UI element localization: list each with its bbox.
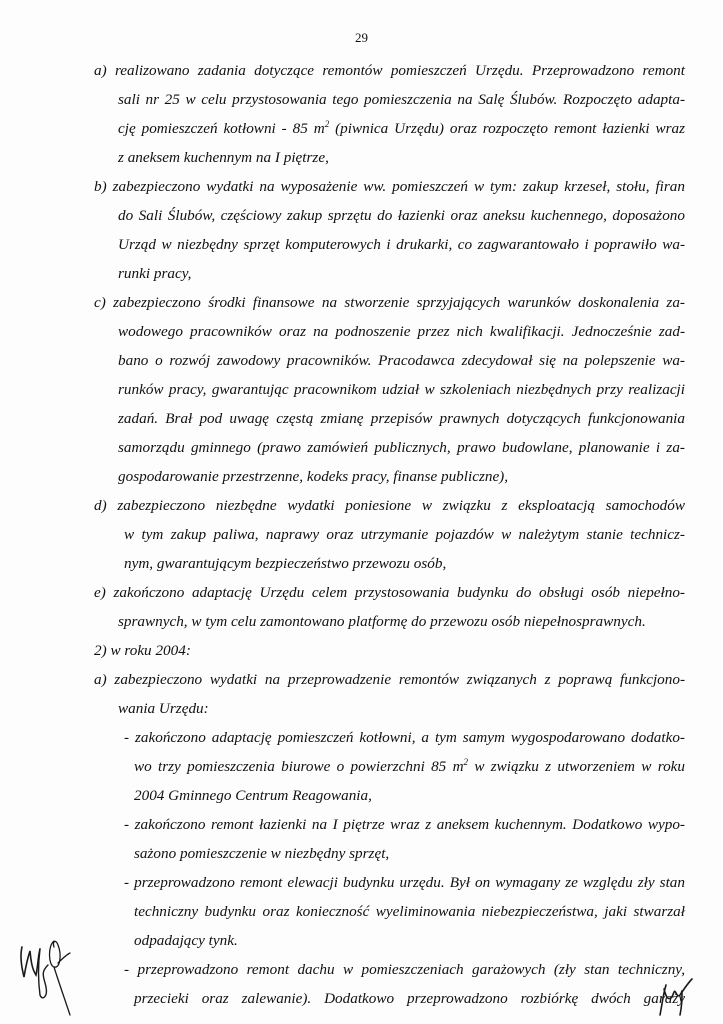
text-segment: b) zabezpieczono wydatki na wyposażenie ww. pomieszczeń w tym: zakup krzeseł, stołu, firan <box>94 178 685 195</box>
text-line <box>118 236 685 254</box>
text-line <box>124 816 685 834</box>
text-line <box>94 178 685 196</box>
text-line <box>118 265 191 283</box>
text-segment: cję pomieszczeń kotłowni - 85 m <box>118 120 325 137</box>
text-line <box>134 903 685 921</box>
text-segment: - zakończono adaptację pomieszczeń kotłowni, a tym samym wygospodarowano dodatko- <box>124 729 685 746</box>
text-segment: 2) w roku 2004: <box>94 642 191 659</box>
text-line <box>134 845 389 863</box>
text-line <box>134 990 685 1008</box>
signature-left-icon <box>10 935 80 1020</box>
text-line <box>118 410 685 428</box>
text-line <box>94 497 685 515</box>
text-line <box>124 961 685 979</box>
text-line <box>118 439 685 457</box>
text-segment: sażono pomieszczenie w niezbędny sprzęt, <box>134 845 390 862</box>
text-line <box>118 613 646 631</box>
text-line <box>118 352 685 370</box>
text-line <box>94 62 685 80</box>
text-segment: zadań. Brał pod uwagę częstą zmianę przepisów prawnych dotyczących funkcjonowania <box>118 410 685 427</box>
text-line <box>118 207 685 225</box>
text-line <box>124 555 446 573</box>
text-segment: - przeprowadzono remont dachu w pomieszczeniach garażowych (zły stan techniczny, <box>124 961 685 978</box>
text-segment: runków pracy, gwarantując pracownikom udział w szkoleniach niezbędnych przy realizacji <box>118 381 685 398</box>
text-line <box>134 932 238 950</box>
text-line <box>134 787 372 805</box>
text-segment: samorządu gminnego (prawo zamówień publicznych, prawo budowlane, planowanie i za- <box>118 439 685 456</box>
text-line <box>124 729 685 747</box>
text-segment: w tym zakup paliwa, naprawy oraz utrzymanie pojazdów w należytym stanie technicz- <box>124 526 685 543</box>
text-segment: sali nr 25 w celu przystosowania tego pomieszczenia na Salę Ślubów. Rozpoczęto adapta- <box>118 91 685 108</box>
superscript: 2 <box>463 757 469 767</box>
text-segment: a) realizowano zadania dotyczące remontów pomieszczeń Urzędu. Przeprowadzono remont <box>94 62 685 79</box>
text-segment: runki pracy, <box>118 265 192 282</box>
text-segment: w związku z utworzeniem w roku <box>468 758 685 775</box>
text-line <box>94 294 685 312</box>
text-segment: odpadający tynk. <box>134 932 238 949</box>
text-segment: Urząd w niezbędny sprzęt komputerowych i drukarki, co zagwarantowało i poprawiło wa- <box>118 236 685 253</box>
text-line <box>134 758 685 776</box>
text-line <box>118 120 685 138</box>
text-segment: wo trzy pomieszczenia biurowe o powierzchni 85 m <box>134 758 464 775</box>
text-segment: wodowego pracowników oraz na podnoszenie przez nich kwalifikacji. Jednocześnie zad- <box>118 323 685 340</box>
text-segment: do Sali Ślubów, częściowy zakup sprzętu do łazienki oraz aneksu kuchennego, doposażono <box>118 207 685 224</box>
text-segment: d) zabezpieczono niezbędne wydatki poniesione w związku z eksploatacją samochodów <box>94 497 685 514</box>
text-line <box>118 323 685 341</box>
text-segment: nym, gwarantującym bezpieczeństwo przewozu osób, <box>124 555 447 572</box>
text-segment: techniczny budynku oraz konieczność wyeliminowania niebezpieczeństwa, jaki stwarzał <box>134 903 685 920</box>
text-segment: a) zabezpieczono wydatki na przeprowadzenie remontów związanych z poprawą funkcjono- <box>94 671 685 688</box>
text-segment: 2004 Gminnego Centrum Reagowania, <box>134 787 372 804</box>
text-line <box>118 91 685 109</box>
text-line <box>94 584 685 602</box>
superscript: 2 <box>324 119 330 129</box>
signature-right-icon <box>652 975 698 1020</box>
text-segment: sprawnych, w tym celu zamontowano platformę do przewozu osób niepełnosprawnych. <box>118 613 646 630</box>
text-line <box>118 700 209 718</box>
text-segment: z aneksem kuchennym na I piętrze, <box>118 149 329 166</box>
text-line <box>94 642 191 660</box>
text-segment: (piwnica Urzędu) oraz rozpoczęto remont łazienki wraz <box>329 120 685 137</box>
page-number: 29 <box>355 30 368 45</box>
text-segment: bano o rozwój zawodowy pracowników. Pracodawca zdecydował się na polepszenie wa- <box>118 352 685 369</box>
text-line <box>118 468 508 486</box>
text-line <box>124 526 685 544</box>
text-line <box>118 381 685 399</box>
text-segment: przecieki oraz zalewanie). Dodatkowo przeprowadzono rozbiórkę dwóch garaży <box>134 990 685 1007</box>
text-segment: gospodarowanie przestrzenne, kodeks pracy, finanse publiczne), <box>118 468 509 485</box>
text-line <box>118 149 329 167</box>
text-segment: - przeprowadzono remont elewacji budynku urzędu. Był on wymagany ze względu zły stan <box>124 874 685 891</box>
text-line <box>124 874 685 892</box>
text-segment: c) zabezpieczono środki finansowe na stworzenie sprzyjających warunków doskonalenia za- <box>94 294 685 311</box>
text-segment: - zakończono remont łazienki na I piętrze wraz z aneksem kuchennym. Dodatkowo wypo- <box>124 816 685 833</box>
text-line <box>94 671 685 689</box>
text-segment: e) zakończono adaptację Urzędu celem przystosowania budynku do obsługi osób niepełno- <box>94 584 685 601</box>
text-segment: wania Urzędu: <box>118 700 209 717</box>
